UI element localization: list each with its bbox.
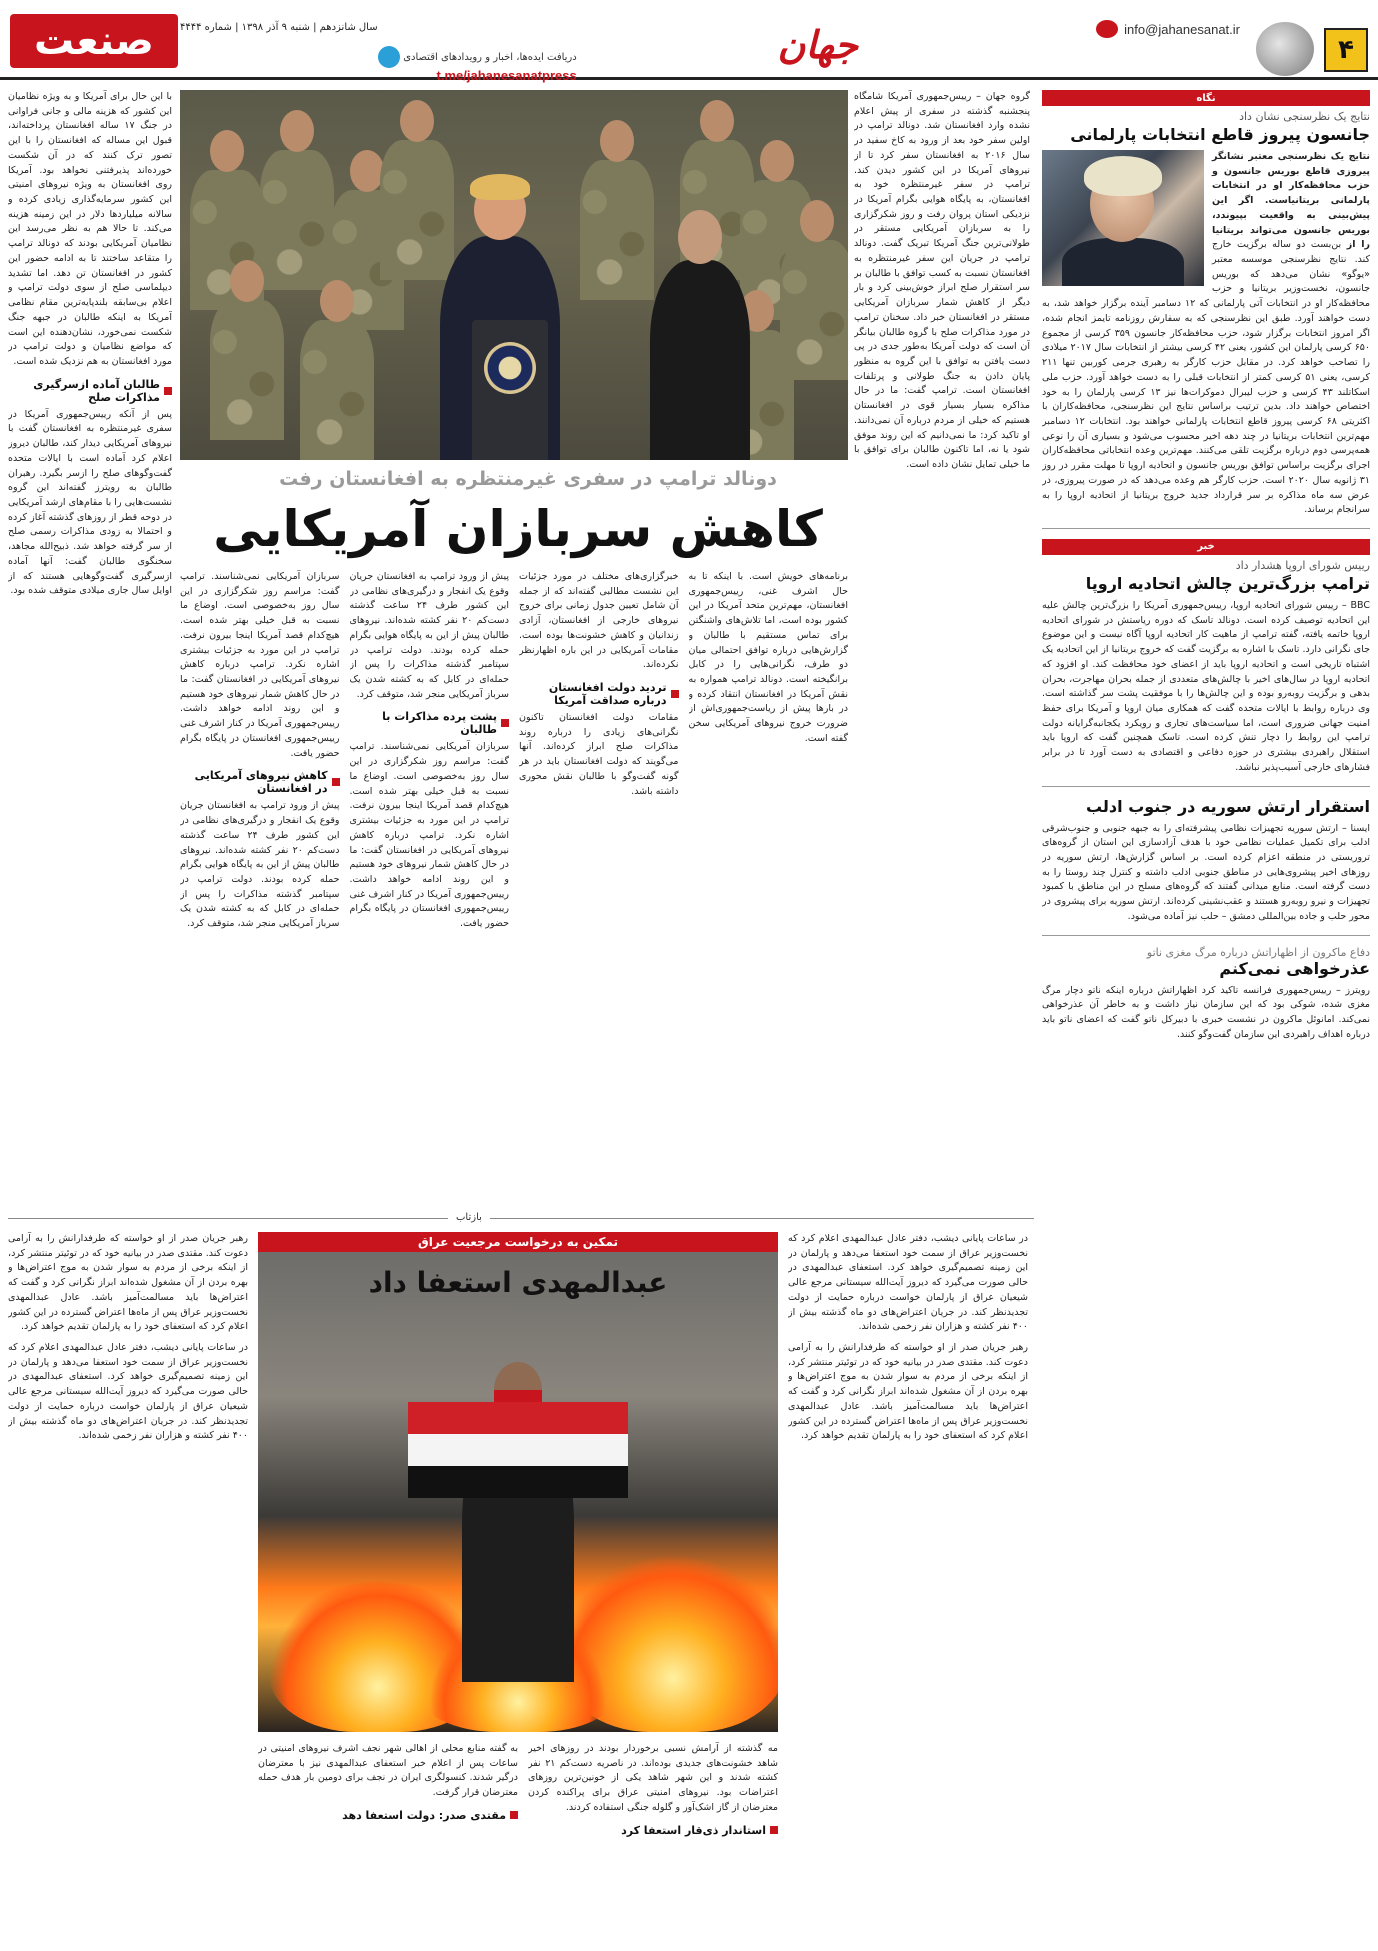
article-column-4 (689, 570, 849, 1200)
newspaper-logo: صنعت (10, 14, 178, 68)
column-3-subhead-text: تردید دولت افغانستان درباره صداقت آمریکا (548, 681, 667, 708)
iraq-col-a-text: رهبر جریان صدر از او خواسته که طرفدارانش را به آرامی دعوت کند. مقتدی صدر در بیانیه خود که در توئیتر منتشر کرد، از اینکه برخی از مردم به سوار شدن به موج اعتراض‌ها و بهره بردن از آن مشغول شده‌اند ابراز نگرانی کرد و گفت که اعتراض‌ها باید مسالمت‌آمیز باشد. عادل عبدالمهدی نخست‌وزیر عراق پس از ماه‌ها اعتراض گسترده در این کشور اعلام کرد که استعفای خود را به پارلمان تقدیم خواهد کرد. (8, 1233, 248, 1333)
left-column (8, 90, 172, 1200)
story2-body: BBC – رییس شورای اتحادیه اروپا، رییس‌جمهوری آمریکا را بزرگ‌ترین چالش علیه این اتحادیه توصیف کرده است. دونالد تاسک که دوره ریاستش در شورای اتحادیه اروپا خاتمه یافته، گفته ترامپ از ماهیت کار اتحادیه اروپا آگاه نیست و این موضوع جای نگرانی دارد. تاسک با اشاره به برگزیت گفت که خروج بریتانیا از این اتحادیه یک اشتباه تاریخی است و اتحادیه اروپا باید از اعضای خود محافظت کند. او افزود که اتحادیه اروپا در سال‌های اخیر با چالش‌های متعددی از جمله بحران مهاجرت، بحران بدهی و برگزیت روبه‌رو بوده و این چالش‌ها را با موفقیت پشت سر گذاشته است. وی درباره روابط با ایالات متحده گفت که همکاری میان اروپا و آمریکا برای حفظ امنیت جهانی ضروری است، اما سیاست‌های تجاری و رویکرد یکجانبه‌گرایانه دولت ترامپ این روابط را دچار تنش کرده است. تاسک همچنین گفت که اروپا باید استقلال راهبردی بیشتری در حوزه دفاعی و اقتصادی به دست آورد تا در برابر فشارهای خارجی آسیب‌پذیر نباشد. (1042, 599, 1370, 773)
johnson-photo (1042, 150, 1204, 286)
iraq-col-d-text: به گفته منابع محلی از اهالی شهر نجف اشرف نیروهای امنیتی در ساعات پس از اعلام خبر استعفای عبدالمهدی نیز با معترضان درگیر شدند. کنسولگری ایران در نجف برای دومین بار هدف حمله معترضان قرار گرفت. (258, 1743, 518, 1799)
divider-label: بازتاب (448, 1212, 490, 1223)
telegram-link[interactable]: t.me/jahanesanatpress (436, 68, 577, 83)
main-story (8, 90, 1034, 1215)
main-kicker: دونالد ترامپ در سفری غیرمنتظره به افغانستان رفت (279, 468, 777, 490)
column-1-text-2: پیش از ورود ترامپ به افغانستان جریان وقوع یک انفجار و درگیری‌های نظامی در این کشور طرف ۲۴ ساعت گذشته دست‌کم ۲۰ نفر کشته شده‌اند. نیروهای طالبان پیش از این به پایگاه هوایی بگرام حمله کرده بودند. دولت ترامپ در سپتامبر گذشته مذاکرات را پس از حمله‌ای در کابل که به کشته شدن یک سرباز آمریکایی منجر شد، متوقف کرد. (180, 800, 340, 930)
article-column-2 (350, 570, 510, 1200)
iraq-flag (408, 1402, 628, 1498)
iraq-photo-box (258, 1232, 778, 1732)
story4-kicker: دفاع ماکرون از اظهاراتش درباره مرگ مغزی ناتو (1146, 945, 1370, 959)
divider (1042, 786, 1370, 787)
page-number: ۴ (1324, 28, 1368, 72)
section-title: جهان (777, 22, 858, 67)
iraq-column-a (8, 1232, 248, 1932)
story4-headline: عذرخواهی نمی‌کنم (1219, 958, 1370, 978)
globe-icon (1256, 22, 1314, 76)
lead-text: گروه جهان – رییس‌جمهوری آمریکا شامگاه پنجشنبه گذشته در سفری از پیش اعلام نشده وارد افغانستان شد. دونالد ترامپ در اولین سفر خود بعد از ورود به کاخ سفید در سال ۲۰۱۶ به افغانستان سفر کرد تا از نیروهای آمریکا در این کشور دیدن کند. ترامپ در سفر غیرمنتظره خود به افغانستان، به پایگاه هوایی بگرام آمریکا در نزدیکی استان پروان رفت و روز شکرگزاری را به سربازان آمریکایی مستقر در طولانی‌ترین جنگ آمریکا تبریک گفت. دونالد ترامپ در جریان این سفر غیرمنتظره به افغانستان نسبت به کسب توافق با طالبان بر سر استقرار صلح ابراز خوش‌بینی کرد و بار دیگر از کاهش شمار سربازان آمریکایی مستقر در افغانستان خبر داد. سخنان ترامپ در مورد مذاکرات صلح با گروه طالبان بیانگر آن است که دولت آمریکا به‌طور جدی در پی دست یافتن به توافق با این گروه به منظور پایان دادن به جنگ طولانی و پرتلفات افغانستان است. ترامپ گفت: ما در حال مذاکره بسیار بسیار قوی در افغانستان هستیم که خیلی از مردم درباره آن نمی‌دانند. او تاکید کرد: ما نمی‌دانیم که این روند موفق شود یا نه، اما تاکنون طالبان برای توافق با ما خیلی تمایل نشان داده است. (854, 91, 1030, 470)
story1-kicker: نتایج یک نظرسنجی نشان داد (1239, 110, 1370, 123)
telegram-icon (378, 46, 400, 68)
left-subhead (8, 378, 172, 404)
email-text[interactable]: info@jahanesanat.ir (1124, 21, 1240, 37)
iraq-story (8, 1232, 1034, 1945)
issue-info: سال شانزدهم | شنبه ۹ آذر ۱۳۹۸ | شماره ۴۴۴۴ (180, 22, 378, 33)
column-1-text: سربازان آمریکایی نمی‌شناسند. ترامپ گفت: مراسم روز شکرگزاری در این سال روز به‌خصوصی است. اوضاع ما نسبت به قبل خیلی بهتر شده است. هیچ‌کدام قصد آمریکا اینجا بیرون نرفت. ترامپ در این مورد به جزئیات بیشتری اشاره نکرد. ترامپ درباره کاهش نیروهای آمریکایی در افغانستان گفت: ما در حال کاهش شمار نیروهای خود هستیم و این روند ادامه خواهد داشت. رییس‌جمهوری آمریکا در کنار اشرف غنی رییس‌جمهوری افغانستان در پایگاه بگرام حضور یافت. (180, 571, 340, 759)
story2-headline: ترامپ بزرگ‌ترین چالش اتحادیه اروپا (1085, 573, 1370, 593)
column-2-subhead-text: پشت پرده مذاکرات با طالبان (382, 710, 497, 737)
story1-body: بن‌بست دو ساله برگزیت خارج کند. نتایج نظرسنجی موسسه معتبر «یوگو» نشان می‌دهد که بوریس جانسون، نخست‌وزیر بریتانیا و حزب محافظه‌کار او در انتخابات آتی پارلمانی که ۱۲ دسامبر آینده برگزار خواهد شد، به دست خواهند آورد. طبق این نظرسنجی که به سفارش روزنامه تایمز انجام شده، اگر امروز انتخابات برگزار شود، حزب محافظه‌کار جانسون ۳۵۹ کرسی از مجموع ۶۵۰ کرسی پارلمان این کشور، یعنی ۴۲ کرسی بیشتر از انتخابات سال ۲۰۱۷ میلادی را تصاحب خواهد کرد. در مقابل حزب کارگر به رهبری جرمی کوربین تنها ۲۱۱ کرسی، یعنی ۵۱ کرسی کمتر از انتخابات قبلی را به دست خواهد آورد. حزب ملی اسکاتلند ۴۳ کرسی و حزب لیبرال دموکرات‌ها نیز ۱۳ کرسی پارلمان را به خود اختصاص خواهند داد. بدین ترتیب براساس نتایج این نظرسنجی، محافظه‌کاران با اکثریتی ۶۸ کرسی پیروز قاطع انتخابات پارلمانی خواهند بود. انتخابات ۱۲ دسامبر مهم‌ترین انتخابات بریتانیا در چند دهه اخیر محسوب می‌شود و بسیاری آن را نوعی همه‌پرسی دوم درباره برگزیت تلقی می‌کنند. مهم‌ترین وعده انتخاباتی محافظه‌کاران اجرای برگزیت براساس توافق بوریس جانسون و اتحادیه اروپا تا مهلت مقرر در روز ۳۱ ژانویه سال ۲۰۲۰ است. حزب کارگر هم وعده می‌دهد که در صورت پیروزی، در عرض سه ماه مذاکره بر سر قرارداد جدید خروج بریتانیا از اتحادیه اروپا را به سرانجام برساند. (1042, 239, 1370, 516)
column-1-subhead-text: کاهش نیروهای آمریکایی در افغانستان (194, 769, 328, 796)
column-2-text: پیش از ورود ترامپ به افغانستان جریان وقوع یک انفجار و درگیری‌های نظامی در این کشور طرف ۲۴ ساعت گذشته دست‌کم ۲۰ نفر کشته شده‌اند. نیروهای طالبان پیش از این به پایگاه هوایی بگرام حمله کرده بودند. دولت ترامپ در سپتامبر گذشته مذاکرات را پس از حمله‌ای در کابل که به کشته شدن یک سرباز آمریکایی منجر شد، متوقف کرد. (349, 571, 509, 700)
iraq-col-b-text: در ساعات پایانی دیشب، دفتر عادل عبدالمهدی اعلام کرد که نخست‌وزیر عراق از سمت خود استعفا می‌دهد و پارلمان در این زمینه تصمیم‌گیری خواهد کرد. استعفای عبدالمهدی در حالی صورت می‌گیرد که دیروز آیت‌الله سیستانی مرجع عالی شیعیان عراق از پارلمان خواست درباره حمایت از دولت تجدیدنظر کند. در جریان اعتراض‌های دو ماه گذشته بیش از ۴۰۰ نفر کشته و هزاران نفر زخمی شده‌اند. (788, 1233, 1028, 1333)
column-2-subhead (350, 710, 510, 736)
column-2-text-2: سربازان آمریکایی نمی‌شناسند. ترامپ گفت: مراسم روز شکرگزاری در این سال روز به‌خصوصی است. اوضاع ما نسبت به قبل خیلی بهتر شده است. هیچ‌کدام قصد آمریکا اینجا بیرون نرفت. ترامپ در این مورد به جزئیات بیشتری اشاره نکرد. ترامپ درباره کاهش نیروهای آمریکایی در افغانستان گفت: ما در حال کاهش شمار نیروهای خود هستیم و این روند ادامه خواهد داشت. رییس‌جمهوری آمریکا در کنار اشرف غنی رییس‌جمهوری افغانستان در پایگاه بگرام حضور یافت. (349, 741, 509, 930)
telegram-label: دریافت ایده‌ها، اخبار و رویدادهای اقتصادی (403, 52, 577, 63)
story3-headline: استقرار ارتش سوریه در جنوب ادلب (1085, 796, 1370, 816)
ghani-figure (650, 210, 750, 460)
trump-troops-photo (180, 90, 848, 460)
sidebar-tag-mid: خبر (1042, 539, 1370, 555)
story4-body: رویترز – رییس‌جمهوری فرانسه تاکید کرد اظهاراتش درباره اینکه ناتو دچار مرگ مغزی شده، شوکی بود که این سازمان نیاز داشت و به خاطر آن عذرخواهی نمی‌کند. امانوئل ماکرون در نشست خبری با دبیرکل ناتو گفت که اعضای ناتو باید درباره اهداف راهبردی این سازمان گفت‌وگو کنند. (1042, 984, 1370, 1040)
iraq-column-b (788, 1232, 1028, 1932)
divider (1042, 528, 1370, 529)
iraq-col-d-subhead (258, 1809, 518, 1822)
column-4-text: برنامه‌های خویش است. با اینکه تا به حال اشرف غنی، رییس‌جمهوری افغانستان، مهم‌ترین متحد آمریکا در این کشور بوده است، اما تلاش‌های واشنگتن برای تماس مستقیم با طالبان و گزارش‌هایی درباره توافق احتمالی میان دو طرف، نگرانی‌هایی را در کابل برانگیخته است. دونالد ترامپ همواره به نقش آمریکا در افغانستان انتقاد کرده و در بارها پیش از ریاست‌جمهوری‌اش از ضرورت خروج نیروهای آمریکایی سخن گفته است. (688, 571, 848, 744)
iraq-headline: عبدالمهدی استعفا داد (368, 1266, 668, 1299)
story1-lead: نتایج یک نظرسنجی معتبر نشانگر پیروزی قاطع بوریس جانسون و حزب محافظه‌کار او در انتخابات پارلمانی بریتانیاست. اگر این پیش‌بینی به واقعیت بپیوندد، بوریس جانسون می‌تواند بریتانیا را از (1212, 151, 1370, 251)
article-column-3 (519, 570, 679, 1200)
article-columns (180, 570, 848, 1200)
story1-article (1042, 150, 1370, 518)
left-subhead-text: طالبان آماده ازسرگیری مذاکرات صلح (33, 377, 160, 404)
right-sidebar (1042, 90, 1370, 1945)
story2-kicker: رییس شورای اروپا هشدار داد (1235, 558, 1370, 572)
story3-body: ایسنا – ارتش سوریه تجهیزات نظامی پیشرفته‌ای را به جبهه جنوبی و جنوب‌شرقی ادلب برای تکمیل عملیات نظامی خود با هدف آزادسازی این استان از گروه‌های تروریستی در منطقه اعزام کرده است. بر اساس گزارش‌ها، ارتش سوریه در روزهای اخیر پیشروی‌هایی در مناطق جنوبی ادلب داشته و کنترل چند روستا را به دست گرفته است. منابع میدانی گفتند که گروه‌های مسلح در این مناطق با کمبود تجهیزات و نیرو روبه‌رو هستند و عقب‌نشینی کرده‌اند. ارتش سوریه برای پیشروی در محور حلب و جاده بین‌المللی دمشق – حلب نیز آماده می‌شود. (1042, 822, 1370, 922)
left-text: با این حال برای آمریکا و به ویژه نظامیان این کشور که هزینه مالی و جانی فراوانی در جنگ ۱۷ ساله افغانستان پرداخته‌اند، قبول این مساله که افغانستان را با این تصور ترک کنند که در آن شکست خورده‌اند پذیرفتنی نخواهد بود. آمریکا روی افغانستان به ویژه نیروهای امنیتی این کشور سرمایه‌گذاری زیادی کرده و سالانه میلیاردها دلار در این زمینه هزینه می‌کند. تا حالا هم به نظر می‌رسد این نظامیان آمریکایی بودند که دونالد ترامپ را متقاعد ساختند تا به ادامه حضور این کشور در افغانستان تن دهد. اما تشدید دیپلماسی صلح از سوی دولت ترامپ و اعلام بی‌سابقه بلندپایه‌ترین مقام نظامی آمریکا به اینکه طالبان در جبهه جنگ شکست نمی‌خورد، نشان‌دهنده این است که مواضع نظامیان و دولت ترامپ در مورد افغانستان به هم نزدیک شده است. (8, 91, 172, 367)
iraq-col-c-subhead (528, 1824, 778, 1837)
iraq-col-d-subhead-text: مقتدی صدر: دولت استعفا دهد (342, 1808, 506, 1822)
lead-column (854, 90, 1030, 1200)
left-text-2: پس از آنکه رییس‌جمهوری آمریکا در سفری غیرمنتظره به افغانستان گفت با نیروهای آمریکایی دیدار کند، طالبان دیروز اعلام کرد آماده است با ایالات متحده گفت‌وگوهای صلح را ازسر بگیرد. رهبران طالبان به رویترز گفته‌اند این گروه نشست‌هایی را با مقام‌های ارشد آمریکایی در دوحه قطر از روزهای گذشته آغاز کرده و احتمالا به زودی مذاکرات رسمی صلح از سر گرفته خواهد شد. ذبیح‌الله مجاهد، سخنگوی طالبان گفت: آنها آماده ازسرگیری گفت‌وگوهایی هستند که از اوایل سال جاری میلادی متوقف شده بود. (8, 408, 172, 597)
column-3-text-2: مقامات دولت افغانستان تاکنون نگرانی‌های زیادی را درباره روند مذاکرات صلح ابراز کرده‌اند. آنها می‌گویند که دولت افغانستان باید در هر گونه گفت‌وگو با طالبان نقش محوری داشته باشد. (519, 712, 679, 797)
iraq-tag: تمکین به درخواست مرجعیت عراق (258, 1232, 778, 1252)
column-3-subhead (519, 681, 679, 707)
story1-headline: جانسون پیروز قاطع انتخابات پارلمانی (1070, 125, 1370, 144)
iraq-col-c-subhead-text: استاندار ذی‌قار استعفا کرد (621, 1823, 766, 1837)
iraq-col-c-text: مه گذشته از آرامش نسبی برخوردار بودند در روزهای اخیر شاهد خشونت‌های جدیدی بوده‌اند. در ناصریه دست‌کم ۲۱ نفر کشته شدند و این شهر شاهد یکی از خونین‌ترین روزهای اعتراضات بود. نیروهای امنیتی عراق برای پراکنده کردن معترضان از گاز اشک‌آور و گلوله جنگی استفاده کردند. (528, 1743, 778, 1813)
column-1-subhead (180, 769, 340, 795)
iraq-col-a-text-2: در ساعات پایانی دیشب، دفتر عادل عبدالمهدی اعلام کرد که نخست‌وزیر عراق از سمت خود استعفا می‌دهد و پارلمان در این زمینه تصمیم‌گیری خواهد کرد. استعفای عبدالمهدی در حالی صورت می‌گیرد که دیروز آیت‌الله سیستانی مرجع عالی شیعیان عراق از پارلمان خواست درباره حمایت از دولت تجدیدنظر کند. در جریان اعتراض‌های دو ماه گذشته بیش از ۴۰۰ نفر کشته و هزاران نفر زخمی شده‌اند. (8, 1342, 248, 1442)
iraq-column-c (528, 1742, 778, 1942)
column-3-text: خبرگزاری‌های مختلف در مورد جزئیات این نشست مطالبی گفته‌اند که از جمله آن شامل تعیین جدول زمانی برای خروج نیروهای خارجی از افغانستان، آزادی زندانیان و کاهش خشونت‌ها بوده است. مقامات آمریکایی در این باره اظهارنظر نکرده‌اند. (519, 571, 679, 671)
sidebar-tag-top: نگاه (1042, 90, 1370, 106)
divider (1042, 935, 1370, 936)
section-divider (8, 1212, 1034, 1230)
iraq-column-d (258, 1742, 518, 1942)
page-header (0, 0, 1378, 83)
presidential-seal-icon (484, 342, 536, 394)
iraq-protest-photo (258, 1252, 778, 1732)
mail-icon (1096, 20, 1118, 38)
email-contact[interactable] (1096, 20, 1240, 38)
iraq-col-b-text-2: رهبر جریان صدر از او خواسته که طرفدارانش را به آرامی دعوت کند. مقتدی صدر در بیانیه خود که در توئیتر منتشر کرد، از اینکه برخی از مردم به سوار شدن به موج اعتراض‌ها و بهره بردن از آن مشغول شده‌اند ابراز نگرانی کرد و گفت که اعتراض‌ها باید مسالمت‌آمیز باشد. عادل عبدالمهدی نخست‌وزیر عراق پس از ماه‌ها اعتراض گسترده در این کشور اعلام کرد که استعفای خود را به پارلمان تقدیم خواهد کرد. (788, 1342, 1028, 1442)
article-column-1 (180, 570, 340, 1200)
telegram-promo[interactable] (372, 46, 577, 83)
main-headline: کاهش سربازان آمریکایی (213, 500, 823, 558)
